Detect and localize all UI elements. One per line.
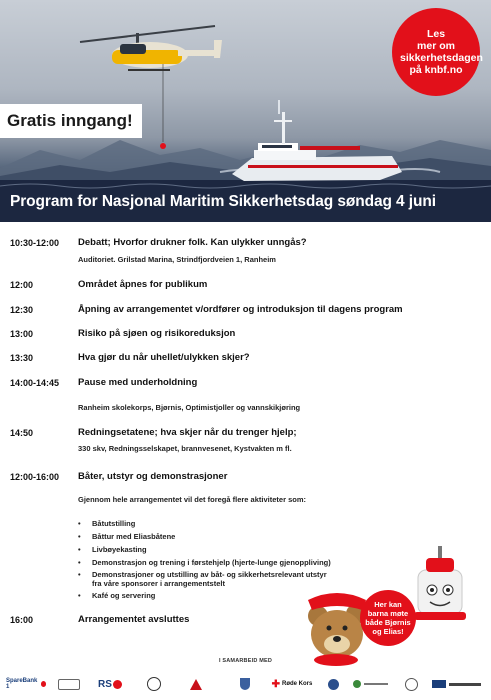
bjornis-mascot-graphic xyxy=(308,593,366,666)
schedule-detail: Gjennom hele arrangementet vil det foregå flere aktiviteter som: xyxy=(78,495,306,504)
schedule-title: Båter, utstyr og demonstrasjoner xyxy=(78,471,228,482)
activity-item: • Båtutstilling xyxy=(78,519,135,528)
schedule-title: Redningsetatene; hva skjer når du trenger hjelp; xyxy=(78,427,297,438)
activity-item: • Kafé og servering xyxy=(78,591,155,600)
schedule-title: Pause med underholdning xyxy=(78,377,198,388)
schedule-title: Åpning av arrangementet v/ordfører og introduksjon til dagens program xyxy=(78,304,403,315)
schedule-title: Området åpnes for publikum xyxy=(78,279,208,290)
schedule-time: 14:00-14:45 xyxy=(10,378,60,388)
sponsor-logo-rode-kors[interactable]: ✚ Røde Kors xyxy=(271,678,313,690)
sponsor-logo-sparebank[interactable]: SpareBank 1 xyxy=(6,676,46,692)
elias-boat-mascot-graphic xyxy=(414,546,466,620)
schedule-time: 12:00-16:00 xyxy=(10,472,60,482)
schedule-time: 13:00 xyxy=(10,329,34,339)
sponsor-logo-rs[interactable]: RS xyxy=(92,676,128,692)
activity-item: • Demonstrasjoner og utstilling av båt- og sikkerhetsrelevant utstyr xyxy=(78,570,327,579)
sponsor-logo-4[interactable] xyxy=(144,676,164,692)
kids-meet-mascots-badge xyxy=(360,590,416,646)
schedule-title: Debatt; Hvorfor drukner folk. Kan ulykker unngås? xyxy=(78,237,307,248)
schedule-time: 12:00 xyxy=(10,280,34,290)
schedule-time: 12:30 xyxy=(10,305,34,315)
program-title: Program for Nasjonal Maritim Sikkerhetsdag søndag 4 juni xyxy=(10,193,436,210)
free-entry-label: Gratis inngang! xyxy=(7,111,133,130)
sponsor-logo-5[interactable] xyxy=(186,676,206,692)
schedule-time: 16:00 xyxy=(10,615,34,625)
schedule-detail: Ranheim skolekorps, Bjørnis, Optimistjoller og vannskikjøring xyxy=(78,403,301,412)
schedule-title: Arrangementet avsluttes xyxy=(78,614,190,625)
sponsor-logo-11[interactable] xyxy=(428,676,484,692)
activity-item: • Båttur med Eliasbåtene xyxy=(78,532,175,541)
activity-item-continuation: fra våre sponsorer i arrangementstelt xyxy=(92,579,225,588)
kids-badge-text: Her kan barna møte både Bjørnis og Elias! xyxy=(365,600,411,636)
sponsor-logo-6[interactable] xyxy=(236,676,254,692)
schedule-time: 14:50 xyxy=(10,428,34,438)
schedule-time: 10:30-12:00 xyxy=(10,238,60,248)
read-more-badge-text: Les mer om sikkerhetsdagen på knbf.no xyxy=(400,28,483,76)
sponsor-logo-2[interactable] xyxy=(56,676,82,692)
schedule-detail: 330 skv, Redningsselskapet, brannvesenet, Kystvakten m fl. xyxy=(78,444,292,453)
sponsor-logo-9[interactable] xyxy=(350,676,390,692)
activity-item: • Livbøyekasting xyxy=(78,545,147,554)
activity-item: • Demonstrasjon og trening i førstehjelp (hjerte-lunge gjenoppliving) xyxy=(78,558,331,567)
sponsor-logo-10[interactable] xyxy=(402,676,420,692)
schedule-title: Hva gjør du når uhellet/ulykken skjer? xyxy=(78,352,250,363)
partners-label: I SAMARBEID MED xyxy=(218,658,273,664)
schedule-time: 13:30 xyxy=(10,353,34,363)
schedule-detail: Auditoriet. Grilstad Marina, Strindfjordveien 1, Ranheim xyxy=(78,255,276,264)
sponsor-logo-8[interactable] xyxy=(324,676,342,692)
schedule-title: Risiko på sjøen og risikoreduksjon xyxy=(78,328,236,339)
